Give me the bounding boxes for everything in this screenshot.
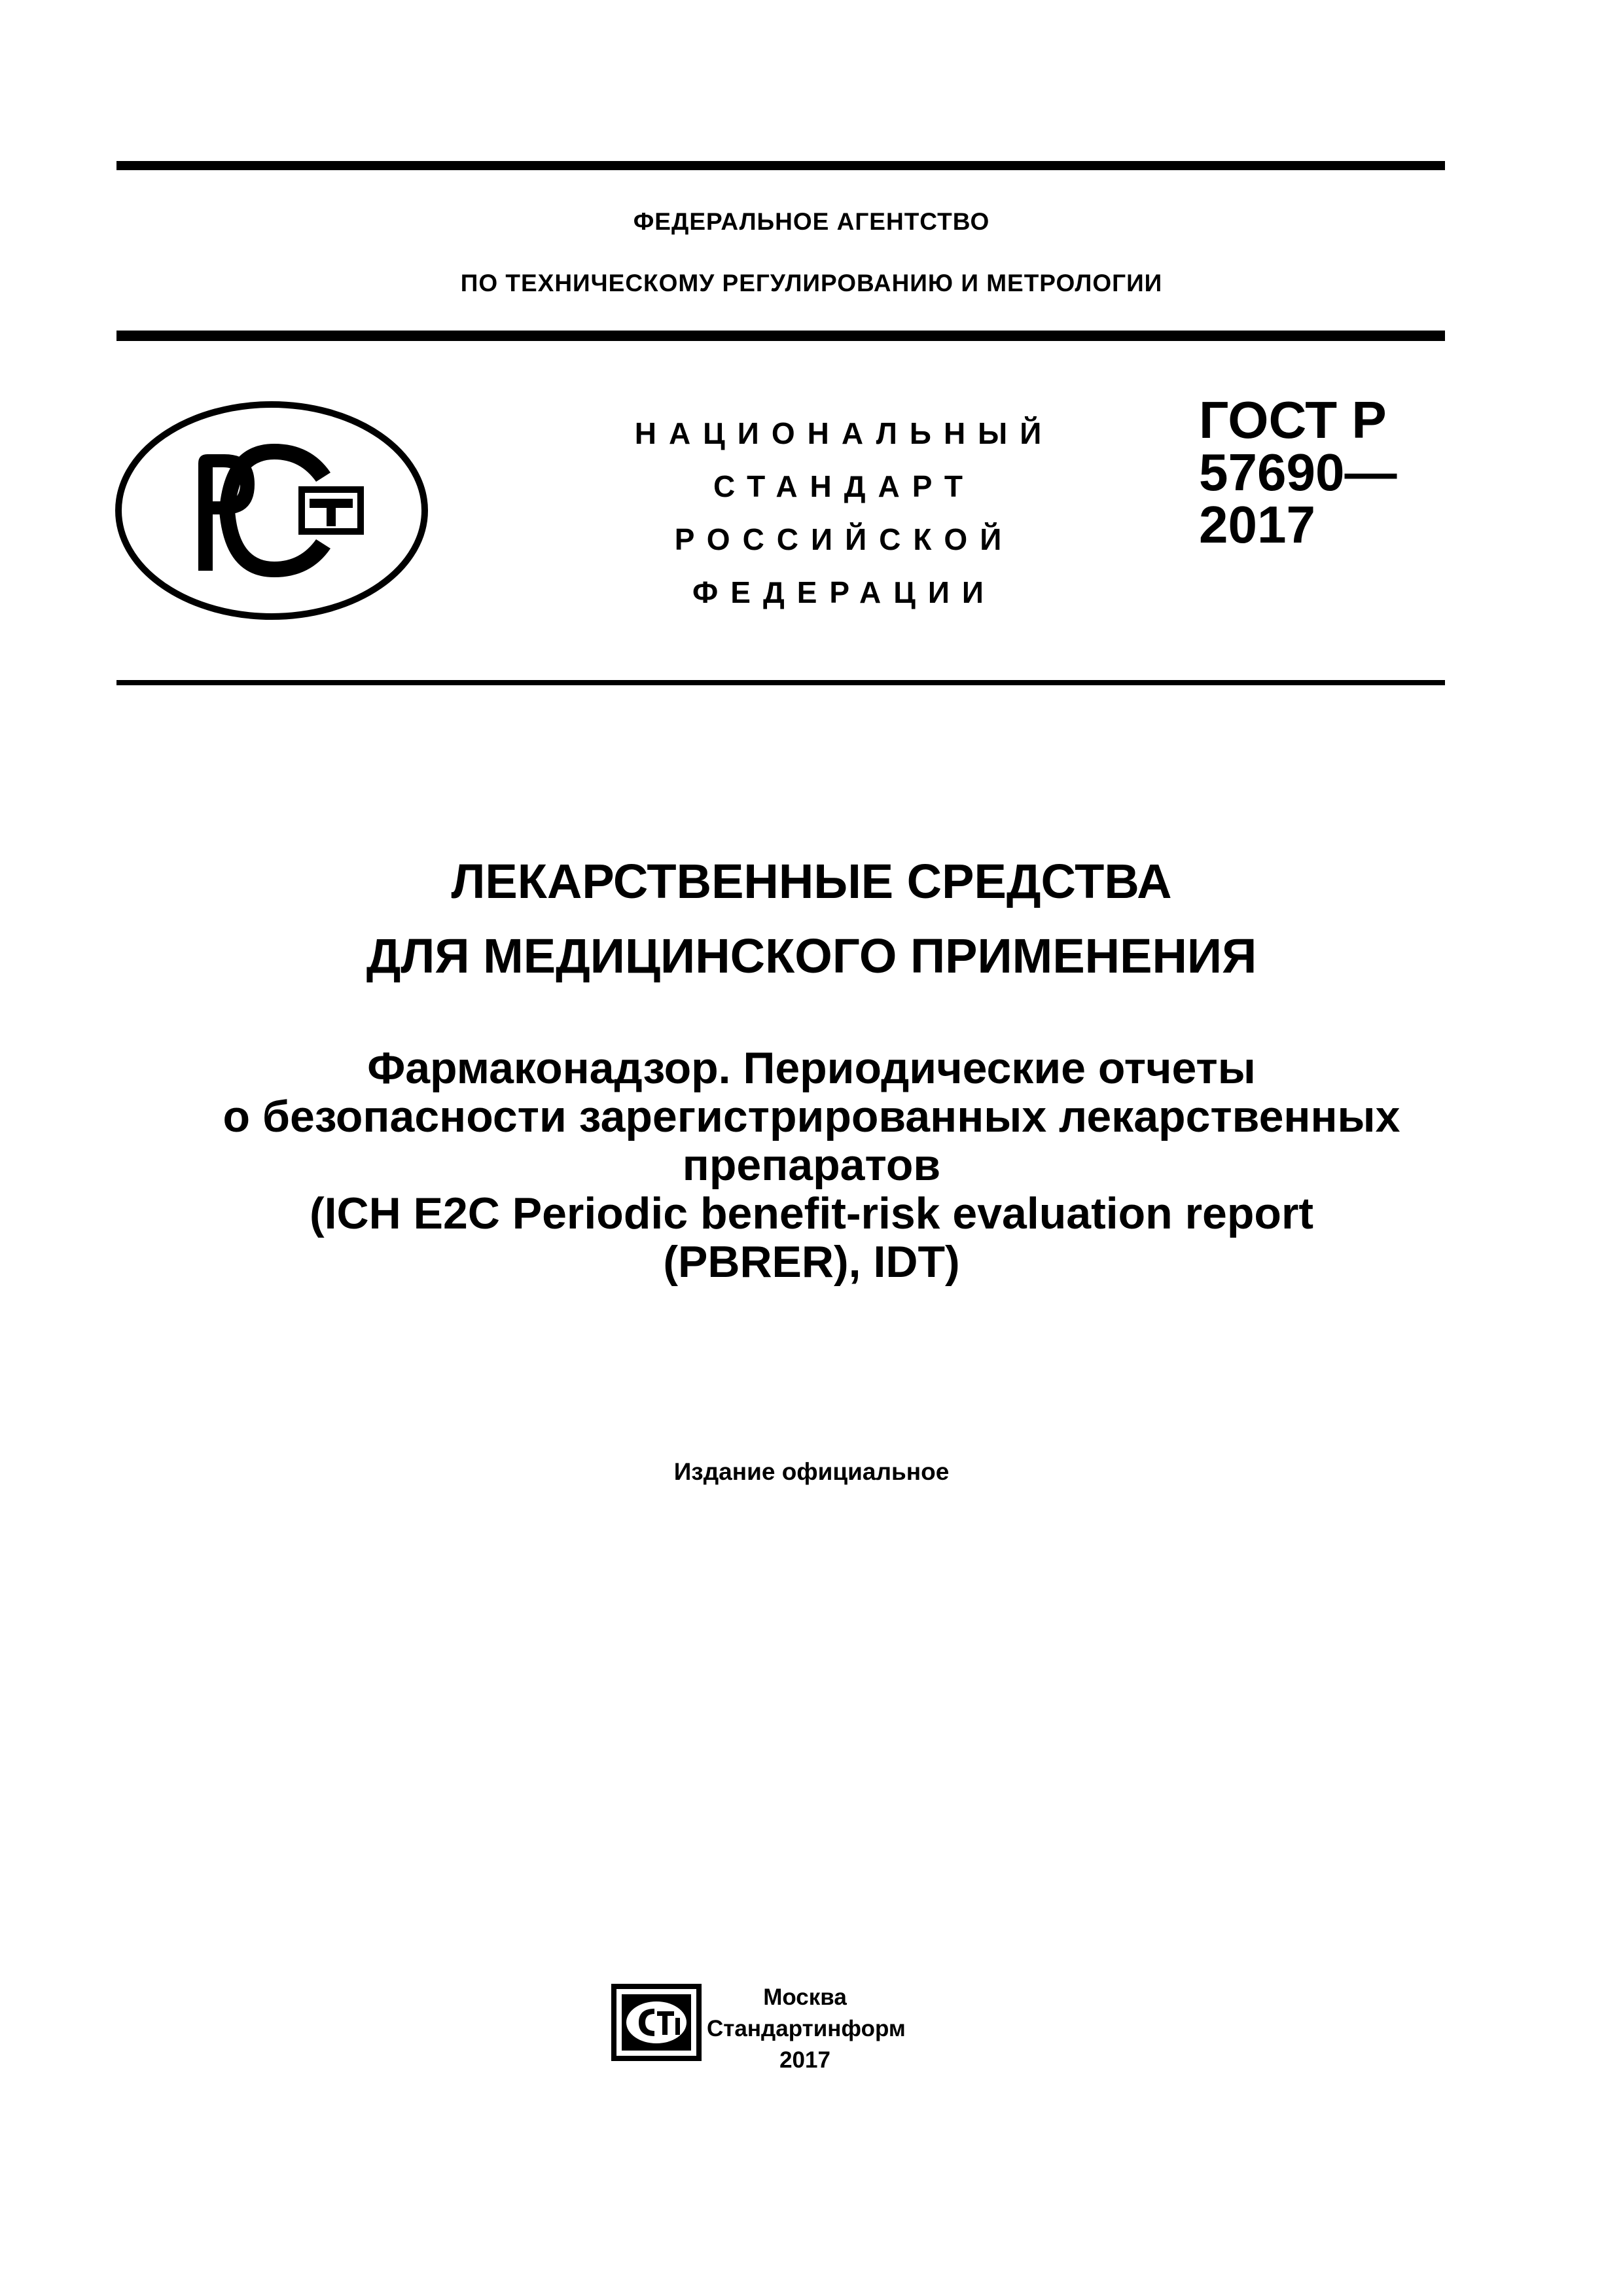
subtitle-line-1: Фармаконадзор. Периодические отчеты — [367, 1043, 1256, 1093]
publication-year: 2017 — [779, 2047, 830, 2073]
standard-designation — [1199, 391, 1397, 554]
designation-line-2: 57690— — [1199, 443, 1397, 501]
publisher-logo — [607, 1980, 705, 2065]
standard-type-line-2: СТАНДАРТ — [713, 469, 975, 503]
designation-line-1: ГОСТ Р — [1199, 391, 1387, 449]
standard-type-line-1: НАЦИОНАЛЬНЫЙ — [634, 416, 1054, 450]
publisher-name: Стандартинформ — [707, 2016, 906, 2041]
rst-emblem-logo — [115, 399, 429, 622]
agency-name-line-1: ФЕДЕРАЛЬНОЕ АГЕНТСТВО — [633, 208, 990, 235]
designation-line-3: 2017 — [1199, 495, 1315, 554]
standard-type-line-3: РОССИЙСКОЙ — [674, 522, 1014, 556]
subtitle-line-5: (PBRER), IDT) — [663, 1237, 960, 1287]
document-title — [0, 844, 1623, 994]
subtitle-line-2: о безопасности зарегистрированных лекарственных — [223, 1092, 1400, 1141]
subtitle-line-3: препаратов — [682, 1140, 941, 1190]
subtitle-line-4: (ICH E2C Periodic benefit-risk evaluation report — [309, 1189, 1314, 1238]
title-line-2: ДЛЯ МЕДИЦИНСКОГО ПРИМЕНЕНИЯ — [366, 929, 1257, 983]
top-rule — [116, 161, 1445, 170]
designation-rule — [116, 680, 1445, 685]
header-rule — [116, 331, 1445, 341]
publisher-info — [707, 1982, 906, 2076]
edition-note: Издание официальное — [673, 1458, 950, 1485]
standard-type — [589, 407, 1099, 619]
standard-type-line-4: ФЕДЕРАЦИИ — [692, 575, 996, 609]
title-line-1: ЛЕКАРСТВЕННЫЕ СРЕДСТВА — [451, 854, 1172, 908]
publisher-city: Москва — [763, 1984, 847, 2010]
agency-name-line-2: ПО ТЕХНИЧЕСКОМУ РЕГУЛИРОВАНИЮ И МЕТРОЛОГИИ — [460, 270, 1163, 296]
document-subtitle — [0, 1044, 1623, 1286]
